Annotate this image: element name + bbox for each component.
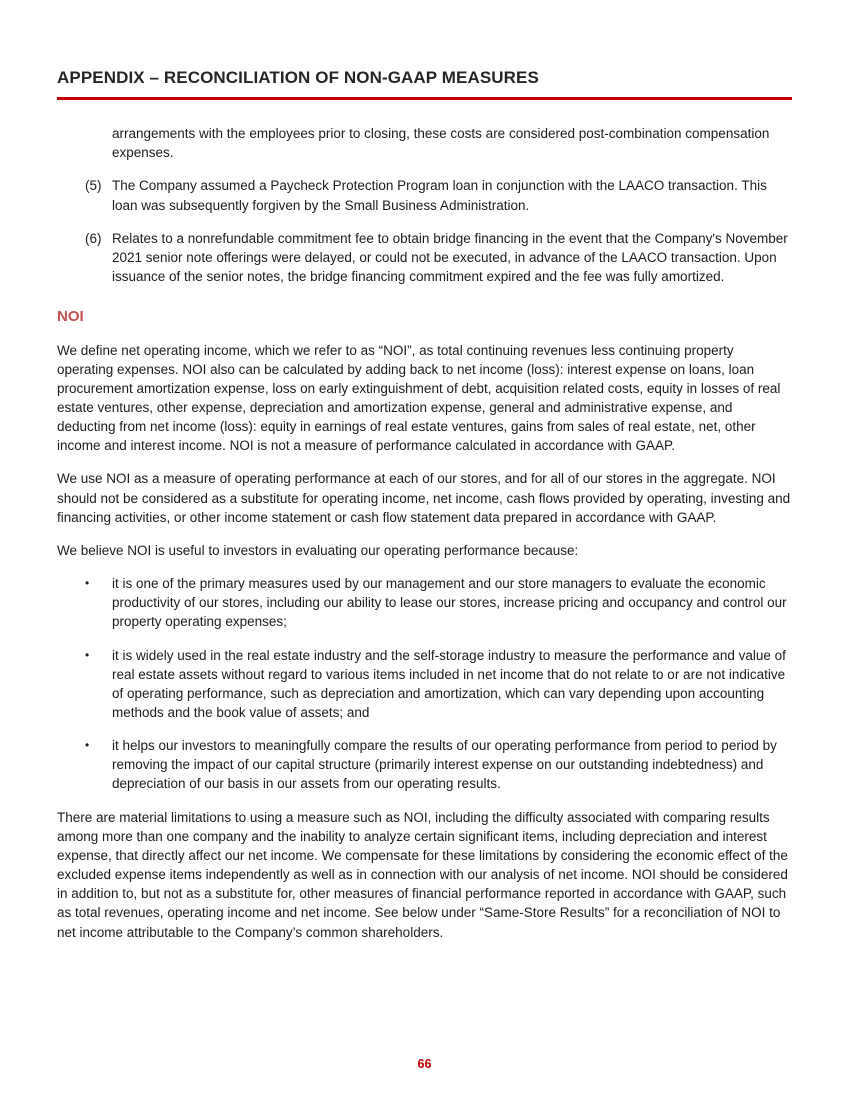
paragraph-noi-limitations: There are material limitations to using a measure such as NOI, including the difficulty associated with comparing results among more than one company and the inability to analyze certain significant items, including depreciation and interest expense, that directly affect our net income. We compensate for these limitations by considering the economic effect of the excluded expense items independently as well as in connection with our analysis of net income. NOI should be considered in addition to, but not as a substitute for, other measures of financial performance reported in accordance with GAAP, such as total revenues, operating income and net income. See below under “Same-Store Results” for a reconciliation of NOI to net income attributable to the Company’s common shareholders. — [57, 809, 788, 940]
bullet-icon: • — [85, 576, 90, 591]
footnote-number: (6) — [85, 230, 102, 246]
paragraph-noi-usage: We use NOI as a measure of operating performance at each of our stores, and for all of our stores in the aggregate. NOI should not be considered as a substitute for operating income, net income, cash flows provided by operating, investing and financing activities, or other income statement or cash flow statement data prepared in accordance with GAAP. — [57, 471, 791, 525]
section-heading-noi: NOI — [57, 308, 84, 326]
document-header — [0, 0, 849, 100]
paragraph-continuation: arrangements with the employees prior to closing, these costs are considered post-combination compensation expenses. — [112, 126, 770, 161]
bullet-text: it is one of the primary measures used by our management and our store managers to evaluate the economic productivity of our stores, including our ability to lease our stores, increase pricing and occupancy and control our property operating expenses; — [112, 576, 787, 630]
bullet-icon: • — [85, 647, 90, 662]
list-item — [57, 574, 791, 631]
bullet-icon: • — [85, 738, 90, 753]
footnote-text: Relates to a nonrefundable commitment fee to obtain bridge financing in the event that the Company's November 2021 senior note offerings were delayed, or could not be executed, in advance of the LAACO transaction. Upon issuance of the senior notes, the bridge financing commitment expired and the fee was fully amortized. — [112, 230, 788, 285]
bullet-text: it helps our investors to meaningfully compare the results of our operating performance from period to period by removing the impact of our capital structure (primarily interest expense on our outstanding indebtedness) and depreciation of our basis in our assets from our operating results. — [112, 738, 777, 792]
list-item — [57, 646, 791, 723]
page-number: 66 — [417, 1057, 432, 1072]
document-body — [0, 100, 849, 942]
footnote-text: The Company assumed a Paycheck Protection Program loan in conjunction with the LAACO transaction. This loan was subsequently forgiven by the Small Business Administration. — [112, 178, 767, 213]
footnote-item-5 — [57, 176, 791, 214]
footnote-item-6 — [57, 229, 791, 286]
list-item — [57, 736, 791, 793]
footnote-number: (5) — [85, 178, 102, 194]
document-footer — [0, 1054, 849, 1074]
page-title: APPENDIX – RECONCILIATION OF NON-GAAP MEASURES — [57, 68, 539, 87]
paragraph-noi-definition: We define net operating income, which we refer to as “NOI”, as total continuing revenues less continuing property operating expenses. NOI also can be calculated by adding back to net income (loss): interest expense on loans, loan procurement amortization expense, loss on early extinguishment of debt, acquisition related costs, equity in losses of real estate ventures, other expense, depreciation and amortization expense, general and administrative expense, and deducting from net income (loss): equity in earnings of real estate ventures, gains from sales of real estate, net, other income and interest income. NOI is not a measure of performance calculated in accordance with GAAP. — [57, 342, 781, 454]
bullet-text: it is widely used in the real estate industry and the self-storage industry to measure the performance and value of real estate assets without regard to various items included in net income that do not relate to or are not indicative of operating performance, such as depreciation and amortization, which can vary depending upon accounting methods and the book value of assets; and — [112, 647, 786, 721]
paragraph-noi-investors-intro: We believe NOI is useful to investors in evaluating our operating performance because: — [57, 542, 579, 558]
